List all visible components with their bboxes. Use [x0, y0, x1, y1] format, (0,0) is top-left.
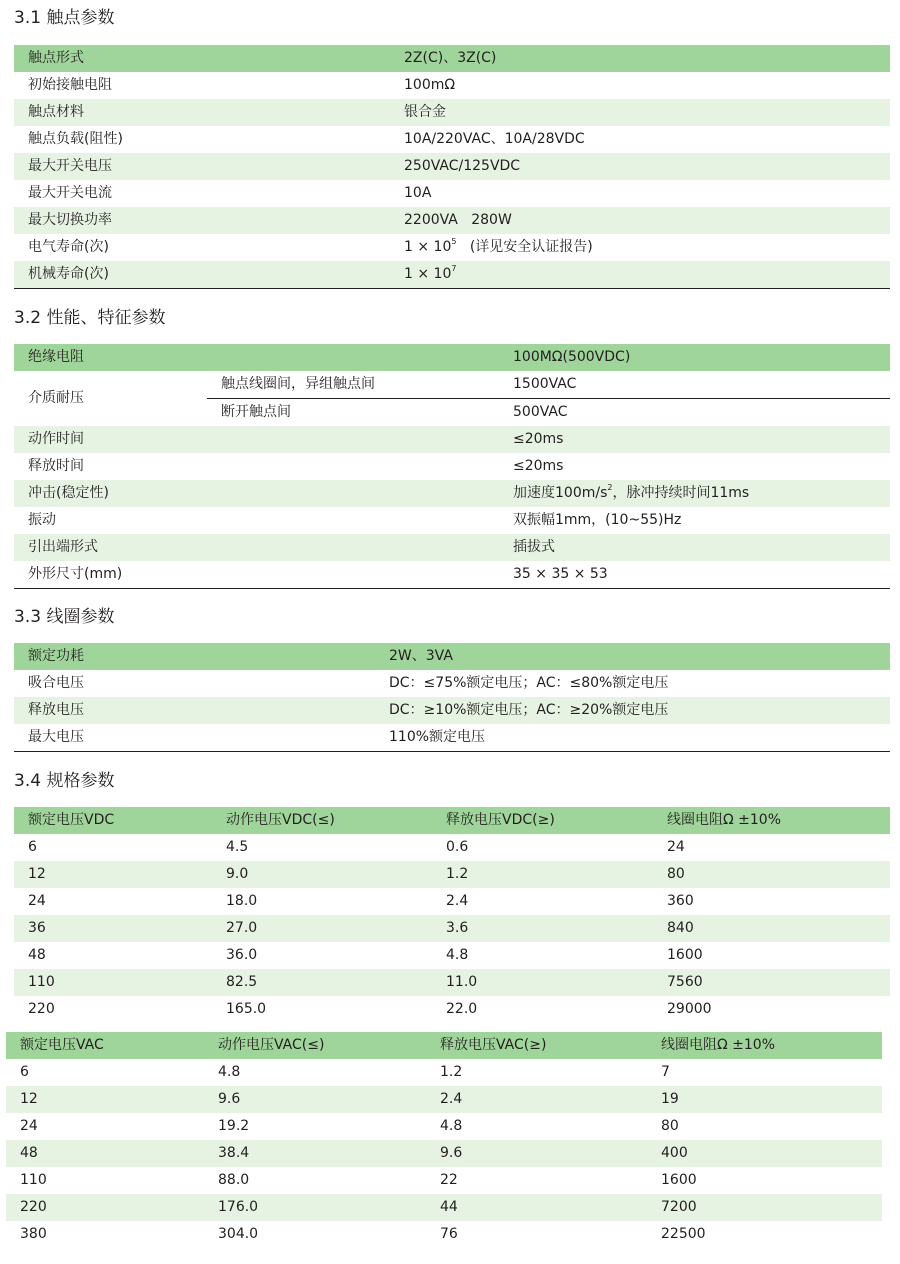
table-row — [14, 942, 890, 969]
row-sublabel: 触点线圈间，异组触点间 — [207, 371, 499, 399]
column-header: 释放电压VAC(≥) — [426, 1032, 647, 1059]
row-value: ≤20ms — [499, 426, 890, 453]
table-row — [14, 453, 890, 480]
dc-spec-table — [14, 807, 890, 1023]
table-row — [14, 724, 890, 752]
table-cell: 9.6 — [204, 1086, 426, 1113]
table-cell: 4.8 — [426, 1113, 647, 1140]
table-cell: 1600 — [653, 942, 890, 969]
value-pre: 加速度100m/s — [513, 485, 608, 501]
table-row — [14, 834, 890, 861]
table-cell: 80 — [653, 861, 890, 888]
table-cell: 220 — [6, 1194, 204, 1221]
row-label: 最大电压 — [14, 724, 375, 752]
row-value: 2Z(C)、3Z(C) — [390, 45, 890, 72]
table-cell: 44 — [426, 1194, 647, 1221]
table-cell: 22 — [426, 1167, 647, 1194]
table-cell: 24 — [653, 834, 890, 861]
table-cell: 165.0 — [212, 996, 432, 1023]
row-label: 释放时间 — [14, 453, 499, 480]
row-value: DC：≥10%额定电压；AC：≥20%额定电压 — [375, 697, 890, 724]
table-cell: 19.2 — [204, 1113, 426, 1140]
row-value: 10A/220VAC、10A/28VDC — [390, 126, 890, 153]
table-row — [6, 1059, 882, 1086]
value-base: 1 × 10 — [404, 266, 452, 282]
table-row — [14, 72, 890, 99]
table-cell: 220 — [14, 996, 212, 1023]
table-cell: 36 — [14, 915, 212, 942]
row-value: 500VAC — [499, 399, 890, 427]
table-row — [14, 507, 890, 534]
row-label: 最大开关电流 — [14, 180, 390, 207]
table-cell: 1.2 — [432, 861, 653, 888]
row-label: 引出端形式 — [14, 534, 499, 561]
table-row — [14, 861, 890, 888]
column-header: 额定电压VAC — [6, 1032, 204, 1059]
row-value: 插拔式 — [499, 534, 890, 561]
section-title-spec: 3.4 规格参数 — [14, 771, 115, 791]
row-label: 振动 — [14, 507, 499, 534]
section-title-performance: 3.2 性能、特征参数 — [14, 308, 166, 328]
table-cell: 76 — [426, 1221, 647, 1248]
table-row — [6, 1140, 882, 1167]
table-cell: 400 — [647, 1140, 882, 1167]
table-row — [14, 426, 890, 453]
table-cell: 840 — [653, 915, 890, 942]
row-value — [390, 234, 890, 261]
row-value: 10A — [390, 180, 890, 207]
row-label: 机械寿命(次) — [14, 261, 390, 289]
table-row — [14, 670, 890, 697]
table-row — [14, 643, 890, 670]
row-label: 触点形式 — [14, 45, 390, 72]
table-row — [14, 561, 890, 589]
table-cell: 38.4 — [204, 1140, 426, 1167]
row-value: 双振幅1mm，(10~55)Hz — [499, 507, 890, 534]
table-row — [14, 99, 890, 126]
row-label: 电气寿命(次) — [14, 234, 390, 261]
table-cell: 7200 — [647, 1194, 882, 1221]
table-cell: 12 — [14, 861, 212, 888]
table-row — [14, 180, 890, 207]
table-cell: 24 — [14, 888, 212, 915]
coil-params-table — [14, 643, 890, 752]
table-cell: 88.0 — [204, 1167, 426, 1194]
table-cell: 9.0 — [212, 861, 432, 888]
table-cell: 1.2 — [426, 1059, 647, 1086]
table-cell: 1600 — [647, 1167, 882, 1194]
table-cell: 19 — [647, 1086, 882, 1113]
row-value: 100mΩ — [390, 72, 890, 99]
row-label: 最大开关电压 — [14, 153, 390, 180]
table-cell: 82.5 — [212, 969, 432, 996]
table-cell: 6 — [14, 834, 212, 861]
table-cell: 2.4 — [432, 888, 653, 915]
table-row — [14, 261, 890, 289]
table-cell: 18.0 — [212, 888, 432, 915]
row-value: 2W、3VA — [375, 643, 890, 670]
column-header: 线圈电阻Ω ±10% — [647, 1032, 882, 1059]
performance-params-table — [14, 344, 890, 589]
row-label: 释放电压 — [14, 697, 375, 724]
row-value: 2200VA 280W — [390, 207, 890, 234]
table-row — [14, 371, 890, 399]
table-cell: 4.8 — [204, 1059, 426, 1086]
contact-params-table — [14, 45, 890, 289]
table-row — [14, 480, 890, 507]
row-label: 外形尺寸(mm) — [14, 561, 499, 589]
table-cell: 22500 — [647, 1221, 882, 1248]
section-title-contact: 3.1 触点参数 — [14, 8, 115, 28]
row-label: 触点材料 — [14, 99, 390, 126]
table-cell: 80 — [647, 1113, 882, 1140]
table-cell: 11.0 — [432, 969, 653, 996]
table-row — [14, 888, 890, 915]
table-row — [6, 1221, 882, 1248]
row-value: 35 × 35 × 53 — [499, 561, 890, 589]
table-cell: 29000 — [653, 996, 890, 1023]
table-row — [14, 969, 890, 996]
table-cell: 48 — [6, 1140, 204, 1167]
table-cell: 360 — [653, 888, 890, 915]
column-header: 线圈电阻Ω ±10% — [653, 807, 890, 834]
row-label: 冲击(稳定性) — [14, 480, 499, 507]
table-cell: 4.5 — [212, 834, 432, 861]
table-cell: 0.6 — [432, 834, 653, 861]
table-row — [14, 234, 890, 261]
ac-spec-table — [6, 1032, 882, 1248]
row-value: 250VAC/125VDC — [390, 153, 890, 180]
row-value: 110%额定电压 — [375, 724, 890, 752]
table-header-row — [14, 807, 890, 834]
value-note: (详见安全认证报告) — [469, 239, 593, 255]
table-cell: 7 — [647, 1059, 882, 1086]
table-row — [14, 45, 890, 72]
row-label: 绝缘电阻 — [14, 344, 499, 371]
value-exponent: 5 — [451, 237, 457, 247]
table-row — [14, 207, 890, 234]
row-label: 额定功耗 — [14, 643, 375, 670]
column-header: 额定电压VDC — [14, 807, 212, 834]
table-row — [14, 126, 890, 153]
table-row — [6, 1086, 882, 1113]
value-post: ，脉冲持续时间11ms — [612, 485, 750, 501]
row-value: 银合金 — [390, 99, 890, 126]
table-row — [6, 1194, 882, 1221]
table-cell: 6 — [6, 1059, 204, 1086]
value-exponent: 7 — [451, 264, 457, 274]
row-label: 最大切换功率 — [14, 207, 390, 234]
table-cell: 12 — [6, 1086, 204, 1113]
row-value: 1500VAC — [499, 371, 890, 399]
table-row — [6, 1167, 882, 1194]
table-row — [14, 153, 890, 180]
table-cell: 7560 — [653, 969, 890, 996]
table-row — [14, 915, 890, 942]
column-header: 释放电压VDC(≥) — [432, 807, 653, 834]
table-row — [14, 534, 890, 561]
table-cell: 110 — [14, 969, 212, 996]
row-value — [499, 480, 890, 507]
row-value — [390, 261, 890, 289]
table-cell: 380 — [6, 1221, 204, 1248]
table-cell: 24 — [6, 1113, 204, 1140]
row-label: 吸合电压 — [14, 670, 375, 697]
row-label: 动作时间 — [14, 426, 499, 453]
table-row — [14, 996, 890, 1023]
value-base: 1 × 10 — [404, 239, 452, 255]
table-cell: 48 — [14, 942, 212, 969]
table-row — [6, 1113, 882, 1140]
row-label: 初始接触电阻 — [14, 72, 390, 99]
table-row — [14, 697, 890, 724]
value-exponent: 2 — [607, 483, 613, 493]
section-title-coil: 3.3 线圈参数 — [14, 607, 115, 627]
table-cell: 4.8 — [432, 942, 653, 969]
table-cell: 9.6 — [426, 1140, 647, 1167]
table-cell: 36.0 — [212, 942, 432, 969]
table-cell: 3.6 — [432, 915, 653, 942]
table-cell: 110 — [6, 1167, 204, 1194]
table-row — [14, 344, 890, 371]
row-sublabel: 断开触点间 — [207, 399, 499, 427]
table-cell: 22.0 — [432, 996, 653, 1023]
table-cell: 27.0 — [212, 915, 432, 942]
row-label: 介质耐压 — [14, 371, 207, 426]
row-value: DC：≤75%额定电压；AC：≤80%额定电压 — [375, 670, 890, 697]
column-header: 动作电压VDC(≤) — [212, 807, 432, 834]
column-header: 动作电压VAC(≤) — [204, 1032, 426, 1059]
row-label: 触点负载(阻性) — [14, 126, 390, 153]
table-cell: 176.0 — [204, 1194, 426, 1221]
table-cell: 2.4 — [426, 1086, 647, 1113]
table-cell: 304.0 — [204, 1221, 426, 1248]
table-header-row — [6, 1032, 882, 1059]
row-value: 100MΩ(500VDC) — [499, 344, 890, 371]
row-value: ≤20ms — [499, 453, 890, 480]
